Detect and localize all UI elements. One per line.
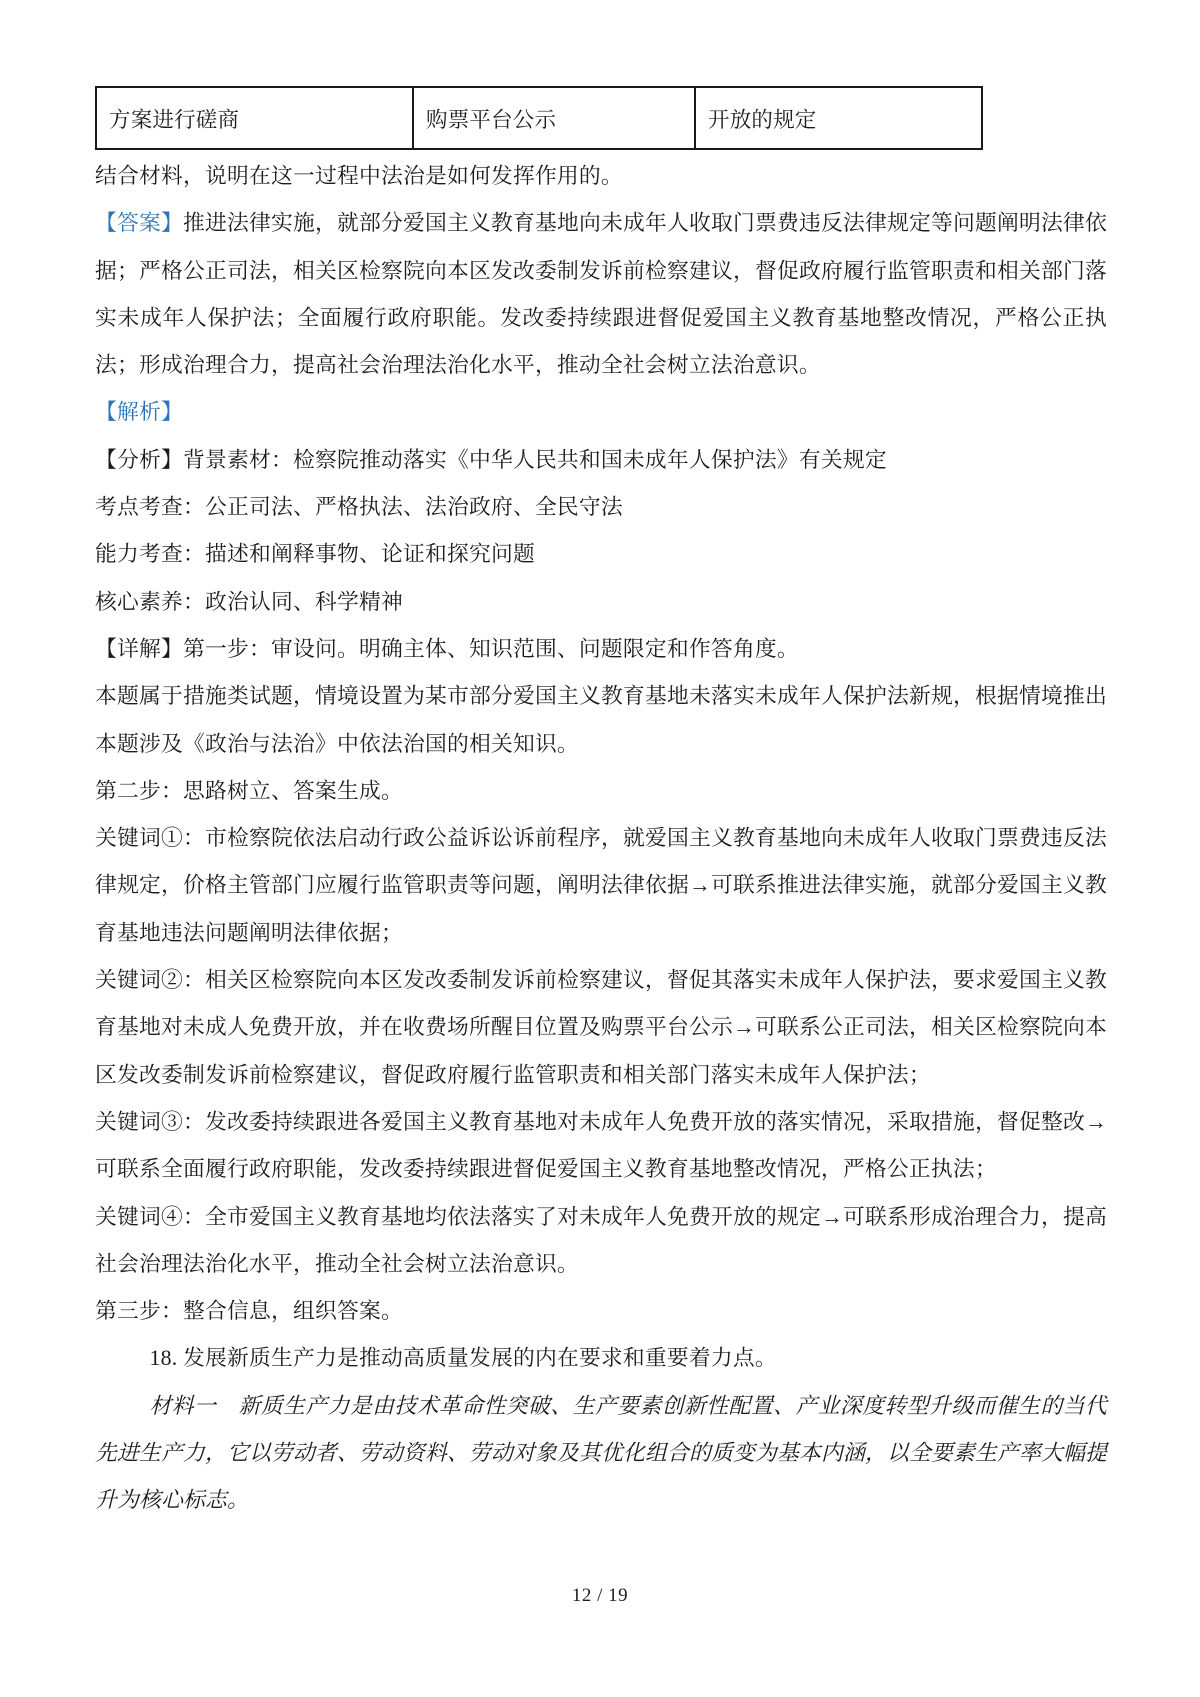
keyword-4: 关键词④：全市爱国主义教育基地均依法落实了对未成年人免费开放的规定→可联系形成治理合力，提高社会治理法治化水平，推动全社会树立法治意识。 [95,1204,1107,1276]
core-literacy: 核心素养：政治认同、科学精神 [95,589,403,614]
keyword-3: 关键词③：发改委持续跟进各爱国主义教育基地对未成年人免费开放的落实情况，采取措施，督促整改→可联系全面履行政府职能，发改委持续跟进督促爱国主义教育基地整改情况，严格公正执法； [95,1109,1107,1182]
material-one: 材料一 新质生产力是由技术革命性突破、生产要素创新性配置、产业深度转型升级而催生的当代先进生产力，它以劳动者、劳动资料、劳动对象及其优化组合的质变为基本内涵，以全要素生产率大幅提升为核心标志。 [95,1393,1107,1513]
info-table [95,86,983,150]
answer-text: 推进法律实施，就部分爱国主义教育基地向未成年人收取门票费违反法律规定等问题阐明法律依据；严格公正司法，相关区检察院向本区发改委制发诉前检察建议，督促政府履行监管职责和相关部门落实未成年人保护法；全面履行政府职能。发改委持续跟进督促爱国主义教育基地整改情况，严格公正执法；形成治理合力，提高社会治理法治化水平，推动全社会树立法治意识。 [95,211,1107,378]
keyword-1: 关键词①：市检察院依法启动行政公益诉讼诉前程序，就爱国主义教育基地向未成年人收取门票费违反法律规定，价格主管部门应履行监管职责等问题，阐明法律依据→可联系推进法律实施，就部分爱国主义教育基地违法问题阐明法律依据； [95,826,1107,945]
table-cell-consultation: 方案进行磋商 [96,87,413,149]
answer-paragraph [95,200,1107,389]
answer-label: 【答案】 [95,211,183,236]
detail-step1: 【详解】第一步：审设问。明确主体、知识范围、问题限定和作答角度。 [95,636,799,661]
analysis-label: 【解析】 [95,400,183,425]
table-cell-regulation: 开放的规定 [695,87,982,149]
detail-step3: 第三步：整合信息，组织答案。 [95,1299,403,1324]
analysis-background: 【分析】背景素材：检察院推动落实《中华人民共和国未成年人保护法》有关规定 [95,447,887,472]
table-row [96,87,982,149]
analysis-heading [95,389,1107,436]
table-cell-platform: 购票平台公示 [413,87,695,149]
question-18: 18. 发展新质生产力是推动高质量发展的内在要求和重要着力点。 [149,1346,777,1371]
question-prompt: 结合材料，说明在这一过程中法治是如何发挥作用的。 [95,164,623,188]
detail-context: 本题属于措施类试题，情境设置为某市部分爱国主义教育基地未落实未成年人保护法新规，根据情境推出本题涉及《政治与法治》中依法治国的相关知识。 [95,684,1107,756]
exam-points: 考点考查：公正司法、严格执法、法治政府、全民守法 [95,495,623,520]
page-footer: 12 / 19 [571,1585,629,1606]
ability-exam: 能力考查：描述和阐释事物、论证和探究问题 [95,542,535,567]
detail-step2: 第二步：思路树立、答案生成。 [95,778,403,803]
keyword-2: 关键词②：相关区检察院向本区发改委制发诉前检察建议，督促其落实未成年人保护法，要求爱国主义教育基地对未成人免费开放，并在收费场所醒目位置及购票平台公示→可联系公正司法，相关区检察院向本区发改委制发诉前检察建议，督促政府履行监管职责和相关部门落实未成年人保护法； [95,968,1107,1087]
page-content [95,86,1107,1525]
